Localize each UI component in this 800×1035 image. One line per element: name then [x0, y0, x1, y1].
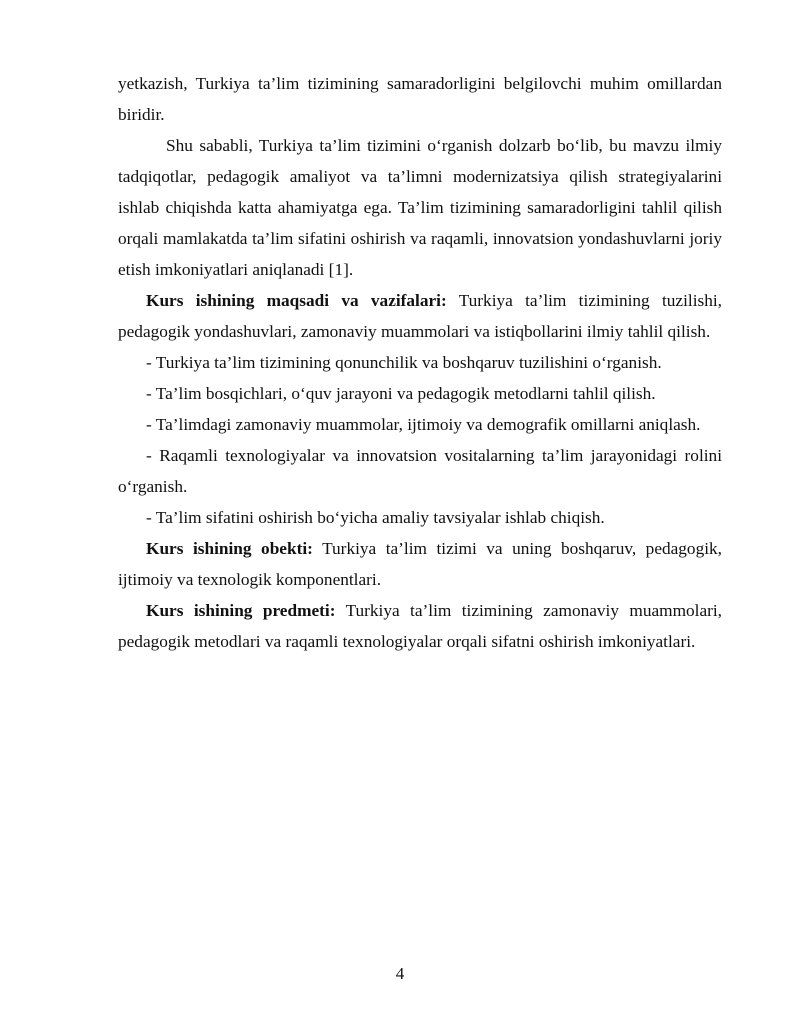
- paragraph-object: [118, 533, 722, 595]
- paragraph-text: Turkiya ta’lim tizimining zamonaviy muammolari, pedagogik metodlari va raqamli texnologiyalar orqali sifatni oshirish imkoniyatlari.: [118, 601, 723, 651]
- paragraph-text: yetkazish, Turkiya ta’lim tizimining samaradorligini belgilovchi muhim omillardan biridir.: [118, 74, 722, 124]
- task-list-item: [118, 409, 722, 440]
- paragraph-heading: Kurs ishining obekti:: [146, 539, 313, 558]
- paragraph-text: - Raqamli texnologiyalar va innovatsion vositalarning ta’lim jarayonidagi rolini o‘rganish.: [118, 446, 722, 496]
- task-list-item: [118, 502, 722, 533]
- paragraph-text: Shu sababli, Turkiya ta’lim tizimini o‘rganish dolzarb bo‘lib, bu mavzu ilmiy tadqiqotlar, pedagogik amaliyot va ta’limni modernizatsiya qilish strategiyalarini ishlab chiqishda katta ahamiyatga ega. Ta’lim tizimining samaradorligini tahlil qilish orqali mamlakatda ta’lim sifatini oshirish va raqamli, innovatsion yondashuvlarni joriy etish imkoniyatlari aniqlanadi [1].: [118, 136, 722, 279]
- document-body: [118, 68, 722, 657]
- paragraph-text: - Ta’limdagi zamonaviy muammolar, ijtimoiy va demografik omillarni aniqlash.: [146, 415, 701, 434]
- task-list-item: [118, 440, 722, 502]
- paragraph-heading: Kurs ishining maqsadi va vazifalari:: [146, 291, 447, 310]
- task-list-item: [118, 347, 722, 378]
- paragraph-text: - Ta’lim bosqichlari, o‘quv jarayoni va pedagogik metodlarni tahlil qilish.: [146, 384, 656, 403]
- paragraph-text: - Turkiya ta’lim tizimining qonunchilik va boshqaruv tuzilishini o‘rganish.: [146, 353, 662, 372]
- paragraph-subject: [118, 595, 722, 657]
- paragraph-text: - Ta’lim sifatini oshirish bo‘yicha amaliy tavsiyalar ishlab chiqish.: [146, 508, 605, 527]
- paragraph-text: Turkiya ta’lim tizimining tuzilishi, pedagogik yondashuvlari, zamonaviy muammolari va istiqbollarini ilmiy tahlil qilish.: [118, 291, 722, 341]
- paragraph-heading: Kurs ishining predmeti:: [146, 601, 336, 620]
- paragraph-text: Turkiya ta’lim tizimi va uning boshqaruv, pedagogik, ijtimoiy va texnologik komponentlari.: [118, 539, 722, 589]
- paragraph-intro-continuation: [118, 68, 722, 130]
- paragraph-goals: [118, 285, 722, 347]
- page-number: 4: [395, 964, 405, 983]
- task-list-item: [118, 378, 722, 409]
- paragraph-relevance: [118, 130, 722, 285]
